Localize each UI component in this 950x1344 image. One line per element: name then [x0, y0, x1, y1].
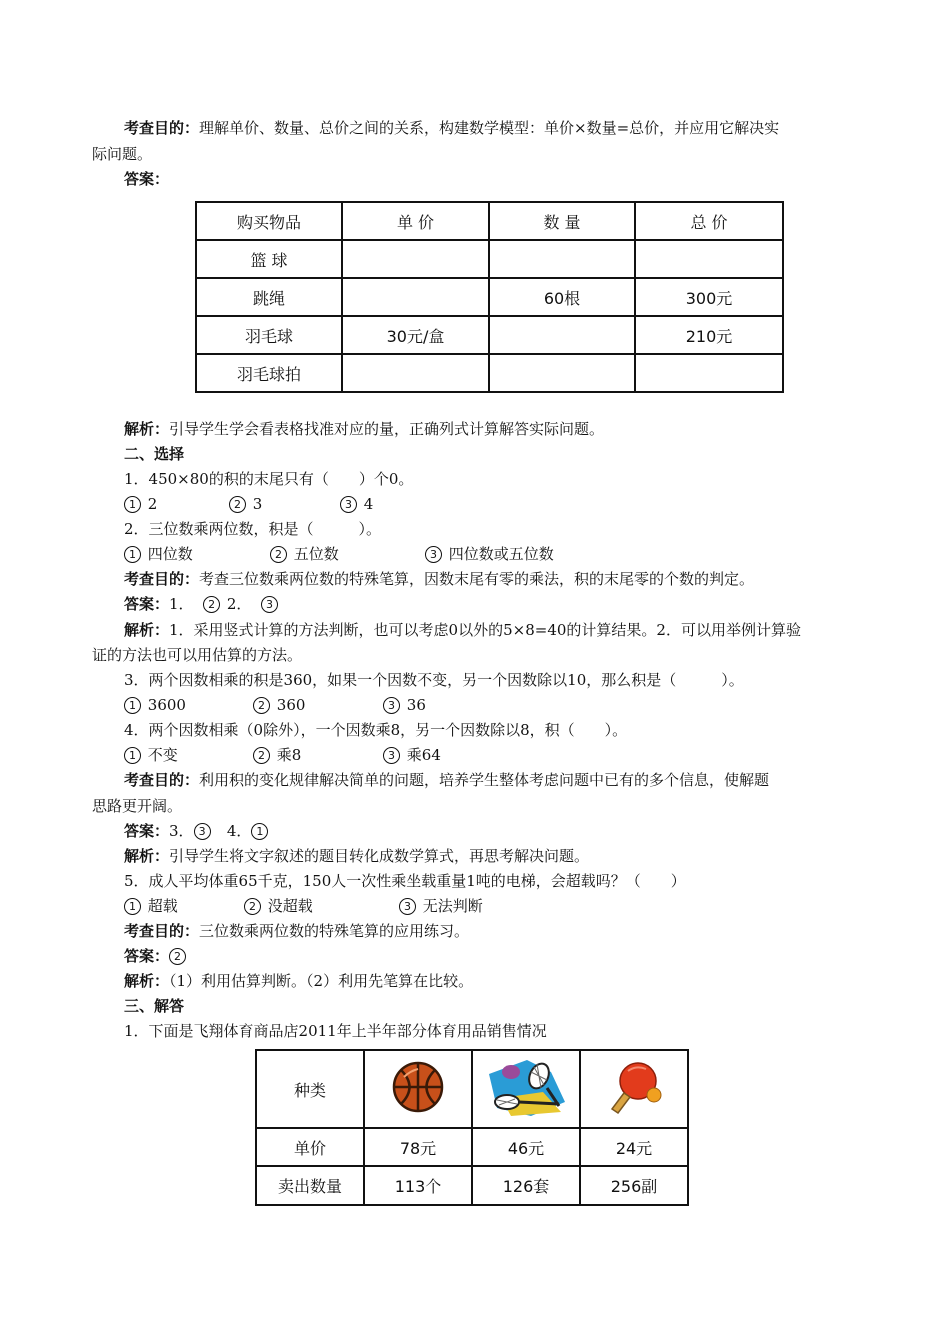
basketball-image-cell: [364, 1050, 472, 1128]
badminton-racket-icon: [481, 1054, 571, 1120]
table-cell: [635, 240, 783, 278]
ans2-line: [124, 593, 280, 615]
s3-q1-text: 1．下面是飞翔体育商品店2011年上半年部分体育用品销售情况: [124, 1022, 547, 1040]
circled-number: 2: [203, 596, 220, 613]
q2-text: 2．三位数乘两位数，积是（ ）。: [124, 520, 382, 538]
table-cell: 46元: [472, 1128, 580, 1166]
sales-table: [255, 1049, 689, 1206]
q3-option-1: [124, 694, 186, 716]
table-cell: [489, 316, 635, 354]
circled-number: 3: [399, 898, 416, 915]
ans2-label: 答案：: [124, 595, 170, 613]
p2-label: 考查目的：: [124, 570, 200, 588]
q5-option-3: [399, 895, 483, 917]
table-cell: 256副: [580, 1166, 688, 1205]
table-row: [196, 354, 783, 392]
table-cell: 60根: [489, 278, 635, 316]
p4-label: 考查目的：: [124, 922, 200, 940]
pingpong-image-cell: [580, 1050, 688, 1128]
q5-text: 5．成人平均体重65千克，150人一次性乘坐载重量1吨的电梯，会超载吗？（ ）: [124, 872, 686, 890]
jx1-label: 解析：: [124, 420, 170, 438]
ans3-num-2: 4．: [226, 822, 252, 840]
jx2-label: 解析：: [124, 621, 170, 639]
basketball-icon: [388, 1057, 448, 1117]
table-row: [256, 1166, 688, 1205]
q1-text: 1．450×80的积的末尾只有（ ）个0。: [124, 470, 414, 488]
table-cell: 113个: [364, 1166, 472, 1205]
q5-option-1: [124, 895, 178, 917]
p4-text: 三位数乘两位数的特殊笔算的应用练习。: [199, 922, 470, 940]
table-cell: 30元/盒: [342, 316, 489, 354]
q4-option-3: [383, 744, 441, 766]
q1-option-1: [124, 493, 157, 515]
table-cell: [489, 240, 635, 278]
ans3-num-1: 3．: [169, 822, 194, 840]
circled-number: 3: [425, 546, 442, 563]
table-row: [196, 240, 783, 278]
q5-option-2: [244, 895, 313, 917]
table-cell: 羽毛球拍: [196, 354, 342, 392]
ans3-line: [124, 820, 270, 842]
table-cell: 卖出数量: [256, 1166, 364, 1205]
ping-pong-paddle-icon: [602, 1057, 666, 1117]
circled-number: 1: [124, 546, 141, 563]
jx4-line: [124, 970, 473, 992]
option-text: 4: [363, 495, 374, 513]
option-text: 3: [252, 495, 263, 513]
q4-text: 4．两个因数相乘（0除外），一个因数乘8，另一个因数除以8，积（ ）。: [124, 721, 628, 739]
jx3-line: [124, 845, 589, 867]
option-text: 无法判断: [422, 897, 483, 915]
q4-option-2: [253, 744, 301, 766]
ans2-num-2: 2．: [226, 595, 252, 613]
table-cell: [489, 354, 635, 392]
section-3-heading: 三、解答: [124, 997, 185, 1015]
purchase-table: [195, 201, 784, 393]
option-text: 超载: [147, 897, 178, 915]
p3-label: 考查目的：: [124, 771, 200, 789]
circled-number: 1: [124, 496, 141, 513]
circled-number: 2: [270, 546, 287, 563]
header-unit-price: 单 价: [342, 202, 489, 240]
jx2-cont: 证的方法也可以用估算的方法。: [92, 646, 303, 664]
jx1-text: 引导学生学会看表格找准对应的量，正确列式计算解答实际问题。: [169, 420, 605, 438]
table-cell: [342, 354, 489, 392]
ans4-line: [124, 945, 188, 967]
table-cell: 126套: [472, 1166, 580, 1205]
circled-number: 3: [383, 747, 400, 764]
header-total: 总 价: [635, 202, 783, 240]
table-row: [196, 316, 783, 354]
q1-option-2: [229, 493, 262, 515]
circled-number: 1: [124, 697, 141, 714]
p3-line: [124, 769, 769, 791]
option-text: 五位数: [293, 545, 339, 563]
table-cell: 24元: [580, 1128, 688, 1166]
q4-option-1: [124, 744, 178, 766]
table-cell: 210元: [635, 316, 783, 354]
p3-cont: 思路更开阔。: [92, 797, 183, 815]
header-quantity: 数 量: [489, 202, 635, 240]
option-text: 乘64: [406, 746, 441, 764]
jx4-label: 解析：: [124, 972, 170, 990]
table-cell: [342, 240, 489, 278]
circled-number: 2: [169, 948, 186, 965]
p1-text: 理解单价、数量、总价之间的关系，构建数学模型：单价×数量=总价，并应用它解决实: [199, 119, 780, 137]
header-item: 购买物品: [196, 202, 342, 240]
jx2-line: [124, 619, 801, 641]
table-cell: 篮 球: [196, 240, 342, 278]
circled-number: 2: [253, 747, 270, 764]
option-text: 乘8: [276, 746, 302, 764]
jx3-label: 解析：: [124, 847, 170, 865]
q3-text: 3．两个因数相乘的积是360，如果一个因数不变，另一个因数除以10，那么积是（ ）。: [124, 671, 744, 689]
q2-option-3: [425, 543, 554, 565]
table-cell: 单价: [256, 1128, 364, 1166]
p2-text: 考查三位数乘两位数的特殊笔算，因数末尾有零的乘法，积的末尾零的个数的判定。: [199, 570, 755, 588]
option-text: 没超载: [267, 897, 313, 915]
jx2-text: 1．采用竖式计算的方法判断，也可以考虑0以外的5×8=40的计算结果。2．可以用举例计算验: [169, 621, 801, 639]
table-row: [256, 1050, 688, 1128]
option-text: 36: [406, 696, 426, 714]
circled-number: 2: [244, 898, 261, 915]
jx3-text: 引导学生将文字叙述的题目转化成数学算式，再思考解决问题。: [169, 847, 590, 865]
option-text: 不变: [147, 746, 178, 764]
option-text: 四位数或五位数: [448, 545, 554, 563]
option-text: 2: [147, 495, 158, 513]
table-cell: [342, 278, 489, 316]
circled-number: 3: [340, 496, 357, 513]
q3-option-3: [383, 694, 426, 716]
table-row: [196, 278, 783, 316]
table-cell: 羽毛球: [196, 316, 342, 354]
jx4-text: （1）利用估算判断。（2）利用先笔算在比较。: [169, 972, 474, 990]
section-2-heading: 二、选择: [124, 445, 185, 463]
p4-line: [124, 920, 469, 942]
circled-number: 2: [253, 697, 270, 714]
p3-text: 利用积的变化规律解决简单的问题，培养学生整体考虑问题中已有的多个信息，使解题: [199, 771, 770, 789]
circled-number: 1: [124, 747, 141, 764]
circled-number: 3: [261, 596, 278, 613]
option-text: 四位数: [147, 545, 193, 563]
ans3-label: 答案：: [124, 822, 170, 840]
table-cell: 种类: [256, 1050, 364, 1128]
table-cell: 78元: [364, 1128, 472, 1166]
table-cell: [635, 354, 783, 392]
p1-label: 考查目的：: [124, 119, 200, 137]
circled-number: 3: [194, 823, 211, 840]
q2-option-1: [124, 543, 193, 565]
p1-cont: 际问题。: [92, 145, 153, 163]
circled-number: 1: [124, 898, 141, 915]
option-text: 360: [276, 696, 306, 714]
badminton-image-cell: [472, 1050, 580, 1128]
ans4-label: 答案：: [124, 947, 170, 965]
q1-option-3: [340, 493, 373, 515]
table-cell: 跳绳: [196, 278, 342, 316]
ans2-num-1: 1．: [169, 595, 194, 613]
q3-option-2: [253, 694, 305, 716]
q2-option-2: [270, 543, 339, 565]
table-row: [256, 1128, 688, 1166]
option-text: 3600: [147, 696, 186, 714]
table-header-row: [196, 202, 783, 240]
p2-line: [124, 568, 754, 590]
circled-number: 1: [251, 823, 268, 840]
jx1-line: [124, 418, 604, 440]
circled-number: 2: [229, 496, 246, 513]
ans1-label: 答案：: [124, 170, 170, 188]
p1-line: [124, 117, 779, 139]
table-cell: 300元: [635, 278, 783, 316]
circled-number: 3: [383, 697, 400, 714]
